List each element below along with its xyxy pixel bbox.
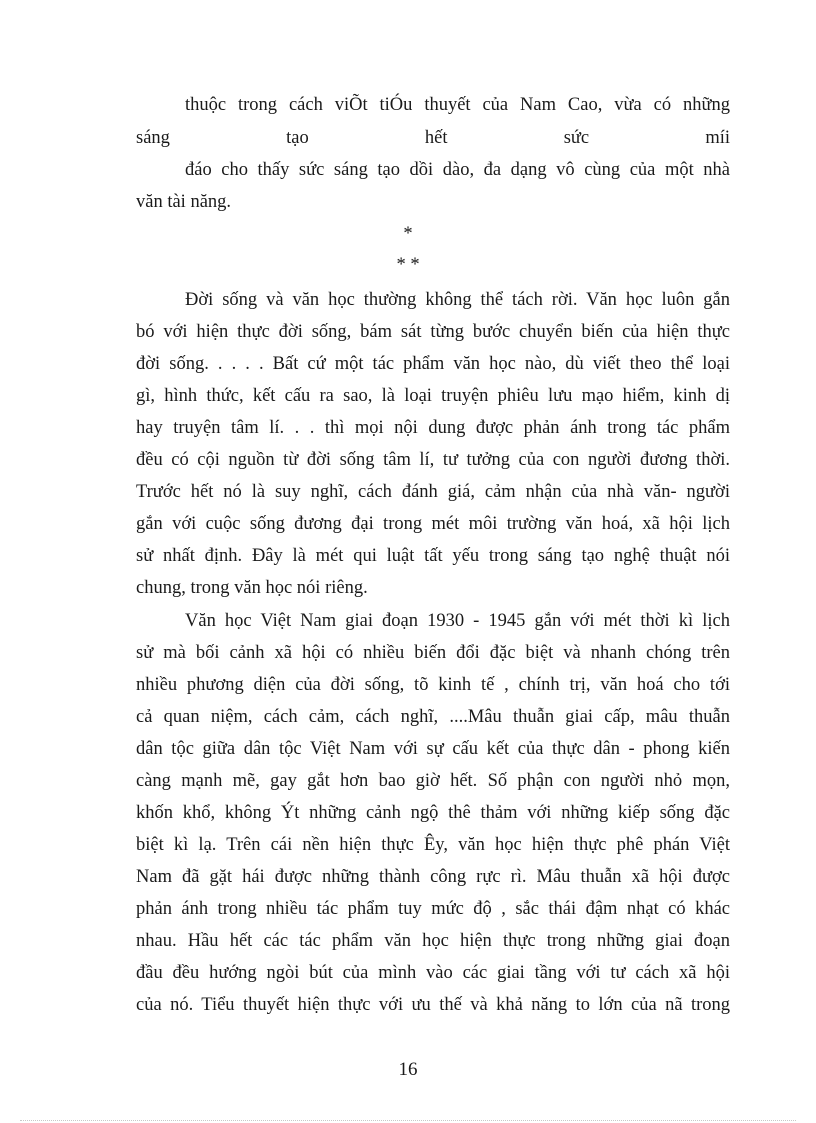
paragraph-2-line: bó với hiện thực đời sống, bám sát từng bước chuyển biến của hiện thực [136, 322, 730, 342]
paragraph-3-line: Văn học Việt Nam giai đoạn 1930 - 1945 gắn với mét thời kì lịch [185, 611, 730, 631]
paragraph-2-line: đời sống. . . . . Bất cứ một tác phẩm văn học nào, dù viết theo thể loại [136, 354, 730, 374]
paragraph-3-line: càng mạnh mẽ, gay gắt hơn bao giờ hết. Số phận con người nhỏ mọn, [136, 771, 730, 791]
paragraph-2-line: chung, trong văn học nói riêng. [136, 578, 368, 598]
word: hết [424, 128, 448, 148]
paragraph-3-line: nhau. Hầu hết các tác phẩm văn học hiện thực trong những giai đoạn [136, 931, 730, 951]
paragraph-3-line: dân tộc giữa dân tộc Việt Nam với sự cấu kết của thực dân - phong kiến [136, 739, 730, 759]
paragraph-2-line: đều có cội nguồn từ đời sống tâm lí, tư tưởng của con người đương thời. [136, 450, 730, 470]
paragraph-3-line: khốn khổ, không Ýt những cảnh ngộ thê thảm với những kiếp sống đặc [136, 803, 730, 823]
paragraph-3-line: sử mà bối cảnh xã hội có nhiều biến đổi đặc biệt và nhanh chóng trên [136, 643, 730, 663]
footer-divider [20, 1120, 796, 1121]
word: sáng [136, 128, 170, 148]
paragraph-3-line: nhiều phương diện của đời sống, tõ kinh tế , chính trị, văn hoá cho tới [136, 675, 730, 695]
paragraph-1-line-1: thuộc trong cách viÕt tiÓu thuyết của Nam Cao, vừa có những [185, 95, 730, 115]
paragraph-1-line-2 [136, 122, 730, 154]
page-number: 16 [398, 1059, 418, 1080]
paragraph-2-line: hay truyện tâm lí. . . thì mọi nội dung được phản ánh trong tác phẩm [136, 418, 730, 438]
paragraph-3-line: của nó. Tiểu thuyết hiện thực với ưu thế và khả năng to lớn của nã trong [136, 995, 730, 1015]
paragraph-2-line: Đời sống và văn học thường không thể tách rời. Văn học luôn gắn [185, 290, 730, 310]
paragraph-3-line: Nam đã gặt hái được những thành công rực rì. Mâu thuẫn xã hội được [136, 867, 730, 887]
paragraph-2-line: sử nhất định. Đây là mét qui luật tất yếu trong sáng tạo nghệ thuật nói [136, 546, 730, 566]
paragraph-3-line: cả quan niệm, cách cảm, cách nghĩ, ....Mâu thuẫn giai cấp, mâu thuẫn [136, 707, 730, 727]
paragraph-3-line: phản ánh trong nhiều tác phẩm tuy mức độ , sắc thái đậm nhạt có khác [136, 899, 730, 919]
paragraph-1-line-4: văn tài năng. [136, 192, 232, 212]
word: sức [563, 128, 590, 148]
paragraph-2-line: gì, hình thức, kết cấu ra sao, là loại truyện phiêu lưu mạo hiểm, kinh dị [136, 386, 730, 406]
paragraph-3-line: đầu đều hướng ngòi bút của mình vào các giai tầng với tư cách xã hội [136, 963, 730, 983]
paragraph-3-line: biệt kì lạ. Trên cái nền hiện thực Êy, văn học hiện thực phê phán Việt [136, 835, 730, 855]
word: míi [705, 128, 730, 148]
paragraph-1-line-3: đáo cho thấy sức sáng tạo dồi dào, đa dạng vô cùng của một nhà [185, 160, 730, 180]
paragraph-2-line: Trước hết nó là suy nghĩ, cách đánh giá, cảm nhận của nhà văn- người [136, 482, 730, 502]
separator-top: * [403, 224, 413, 244]
word: tạo [286, 128, 309, 148]
paragraph-2-line: gắn với cuộc sống đương đại trong mét môi trường văn hoá, xã hội lịch [136, 514, 730, 534]
separator-bottom: * * [396, 255, 420, 275]
